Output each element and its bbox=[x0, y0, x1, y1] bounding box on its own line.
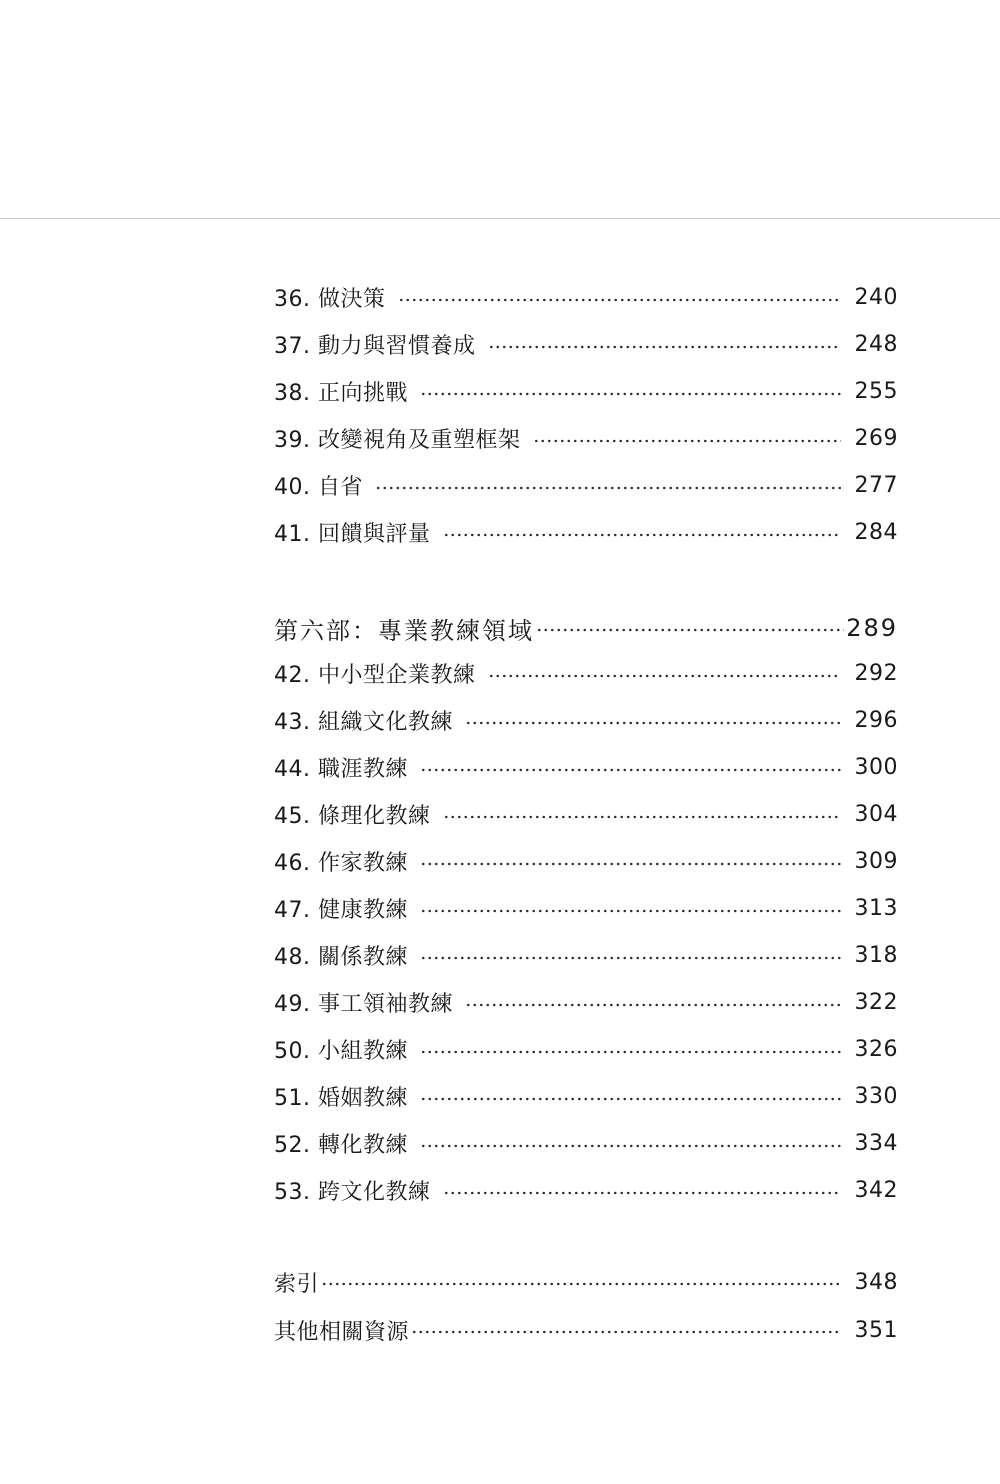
chapter-title: 關係教練 bbox=[318, 945, 409, 970]
toc-entry[interactable] bbox=[274, 274, 898, 321]
page-number: 292 bbox=[854, 661, 898, 686]
dot-leader bbox=[398, 298, 841, 302]
chapter-number: 49. bbox=[274, 992, 311, 1017]
dot-leader bbox=[420, 392, 840, 396]
chapter-number: 44. bbox=[274, 757, 311, 782]
toc-entry[interactable] bbox=[274, 415, 898, 462]
chapter-number: 53. bbox=[274, 1180, 311, 1205]
chapter-number: 41. bbox=[274, 522, 311, 547]
page-number: 334 bbox=[854, 1131, 898, 1156]
toc-entry[interactable] bbox=[274, 1120, 898, 1167]
toc-entry[interactable] bbox=[274, 885, 898, 932]
chapter-number: 42. bbox=[274, 663, 311, 688]
dot-leader bbox=[488, 674, 841, 678]
page-number: 309 bbox=[854, 849, 898, 874]
toc-entry[interactable] bbox=[274, 838, 898, 885]
part-heading-entry[interactable] bbox=[274, 603, 898, 653]
page-number: 330 bbox=[854, 1084, 898, 1109]
toc-entry[interactable] bbox=[274, 650, 898, 697]
toc-group-chapters-36-41 bbox=[274, 274, 898, 556]
dot-leader bbox=[420, 862, 840, 866]
dot-leader bbox=[465, 1003, 840, 1007]
toc-entry[interactable] bbox=[274, 509, 898, 556]
page-number: 289 bbox=[846, 614, 898, 642]
chapter-title: 跨文化教練 bbox=[318, 1180, 431, 1205]
header-divider bbox=[0, 218, 1000, 219]
chapter-title: 改變視角及重塑框架 bbox=[318, 428, 521, 453]
page-number: 326 bbox=[854, 1037, 898, 1062]
chapter-title: 回饋與評量 bbox=[318, 522, 431, 547]
page-number: 284 bbox=[854, 520, 898, 545]
chapter-title: 職涯教練 bbox=[318, 757, 409, 782]
chapter-title: 事工領袖教練 bbox=[318, 992, 454, 1017]
dot-leader bbox=[443, 815, 841, 819]
page-number: 342 bbox=[854, 1178, 898, 1203]
dot-leader bbox=[536, 628, 844, 632]
dot-leader bbox=[420, 909, 840, 913]
chapter-title: 轉化教練 bbox=[318, 1133, 409, 1158]
toc-entry-index[interactable] bbox=[274, 1258, 898, 1306]
chapter-title: 組織文化教練 bbox=[318, 710, 454, 735]
chapter-number: 51. bbox=[274, 1086, 311, 1111]
page-number: 313 bbox=[854, 896, 898, 921]
toc-entry[interactable] bbox=[274, 1167, 898, 1214]
chapter-number: 47. bbox=[274, 898, 311, 923]
chapter-title: 正向挑戰 bbox=[318, 381, 409, 406]
toc-entry[interactable] bbox=[274, 697, 898, 744]
toc-entry-resources[interactable] bbox=[274, 1306, 898, 1354]
chapter-title: 健康教練 bbox=[318, 898, 409, 923]
toc-back-matter bbox=[274, 1258, 898, 1354]
chapter-title: 中小型企業教練 bbox=[318, 663, 476, 688]
chapter-number: 50. bbox=[274, 1039, 311, 1064]
chapter-number: 39. bbox=[274, 428, 311, 453]
toc-entry[interactable] bbox=[274, 321, 898, 368]
chapter-title: 小組教練 bbox=[318, 1039, 409, 1064]
page-number: 351 bbox=[854, 1317, 898, 1343]
page-number: 269 bbox=[854, 426, 898, 451]
toc-group-chapters-42-53 bbox=[274, 650, 898, 1214]
toc-entry[interactable] bbox=[274, 1073, 898, 1120]
part-title: 第六部：專業教練領域 bbox=[274, 616, 534, 645]
toc-entry[interactable] bbox=[274, 368, 898, 415]
chapter-number: 37. bbox=[274, 334, 311, 359]
chapter-title: 條理化教練 bbox=[318, 804, 431, 829]
toc-entry[interactable] bbox=[274, 744, 898, 791]
page-number: 304 bbox=[854, 802, 898, 827]
page-number: 248 bbox=[854, 332, 898, 357]
page-number: 318 bbox=[854, 943, 898, 968]
toc-entry[interactable] bbox=[274, 979, 898, 1026]
chapter-title: 動力與習慣養成 bbox=[318, 334, 476, 359]
chapter-number: 45. bbox=[274, 804, 311, 829]
dot-leader bbox=[420, 768, 840, 772]
dot-leader bbox=[375, 486, 840, 490]
toc-entry[interactable] bbox=[274, 791, 898, 838]
toc-entry[interactable] bbox=[274, 1026, 898, 1073]
dot-leader bbox=[420, 1050, 840, 1054]
chapter-number: 46. bbox=[274, 851, 311, 876]
dot-leader bbox=[488, 345, 841, 349]
page-number: 322 bbox=[854, 990, 898, 1015]
chapter-number: 40. bbox=[274, 475, 311, 500]
dot-leader bbox=[443, 533, 841, 537]
dot-leader bbox=[321, 1282, 840, 1286]
dot-leader bbox=[443, 1191, 841, 1195]
chapter-title: 作家教練 bbox=[318, 851, 409, 876]
chapter-number: 38. bbox=[274, 381, 311, 406]
chapter-number: 43. bbox=[274, 710, 311, 735]
page-number: 296 bbox=[854, 708, 898, 733]
chapter-number: 48. bbox=[274, 945, 311, 970]
dot-leader bbox=[411, 1330, 840, 1334]
chapter-title: 做決策 bbox=[318, 287, 386, 312]
dot-leader bbox=[420, 1097, 840, 1101]
dot-leader bbox=[420, 1144, 840, 1148]
back-matter-title: 其他相關資源 bbox=[274, 1319, 410, 1345]
toc-entry[interactable] bbox=[274, 462, 898, 509]
page-number: 255 bbox=[854, 379, 898, 404]
dot-leader bbox=[465, 721, 840, 725]
toc-entry[interactable] bbox=[274, 932, 898, 979]
page-number: 300 bbox=[854, 755, 898, 780]
chapter-title: 婚姻教練 bbox=[318, 1086, 409, 1111]
page-number: 240 bbox=[854, 285, 898, 310]
dot-leader bbox=[420, 956, 840, 960]
chapter-number: 52. bbox=[274, 1133, 311, 1158]
chapter-number: 36. bbox=[274, 287, 311, 312]
dot-leader bbox=[533, 439, 841, 443]
chapter-title: 自省 bbox=[318, 475, 364, 500]
back-matter-title: 索引 bbox=[274, 1271, 320, 1297]
page-number: 348 bbox=[854, 1269, 898, 1295]
page-number: 277 bbox=[854, 473, 898, 498]
toc-part-heading bbox=[274, 603, 898, 653]
